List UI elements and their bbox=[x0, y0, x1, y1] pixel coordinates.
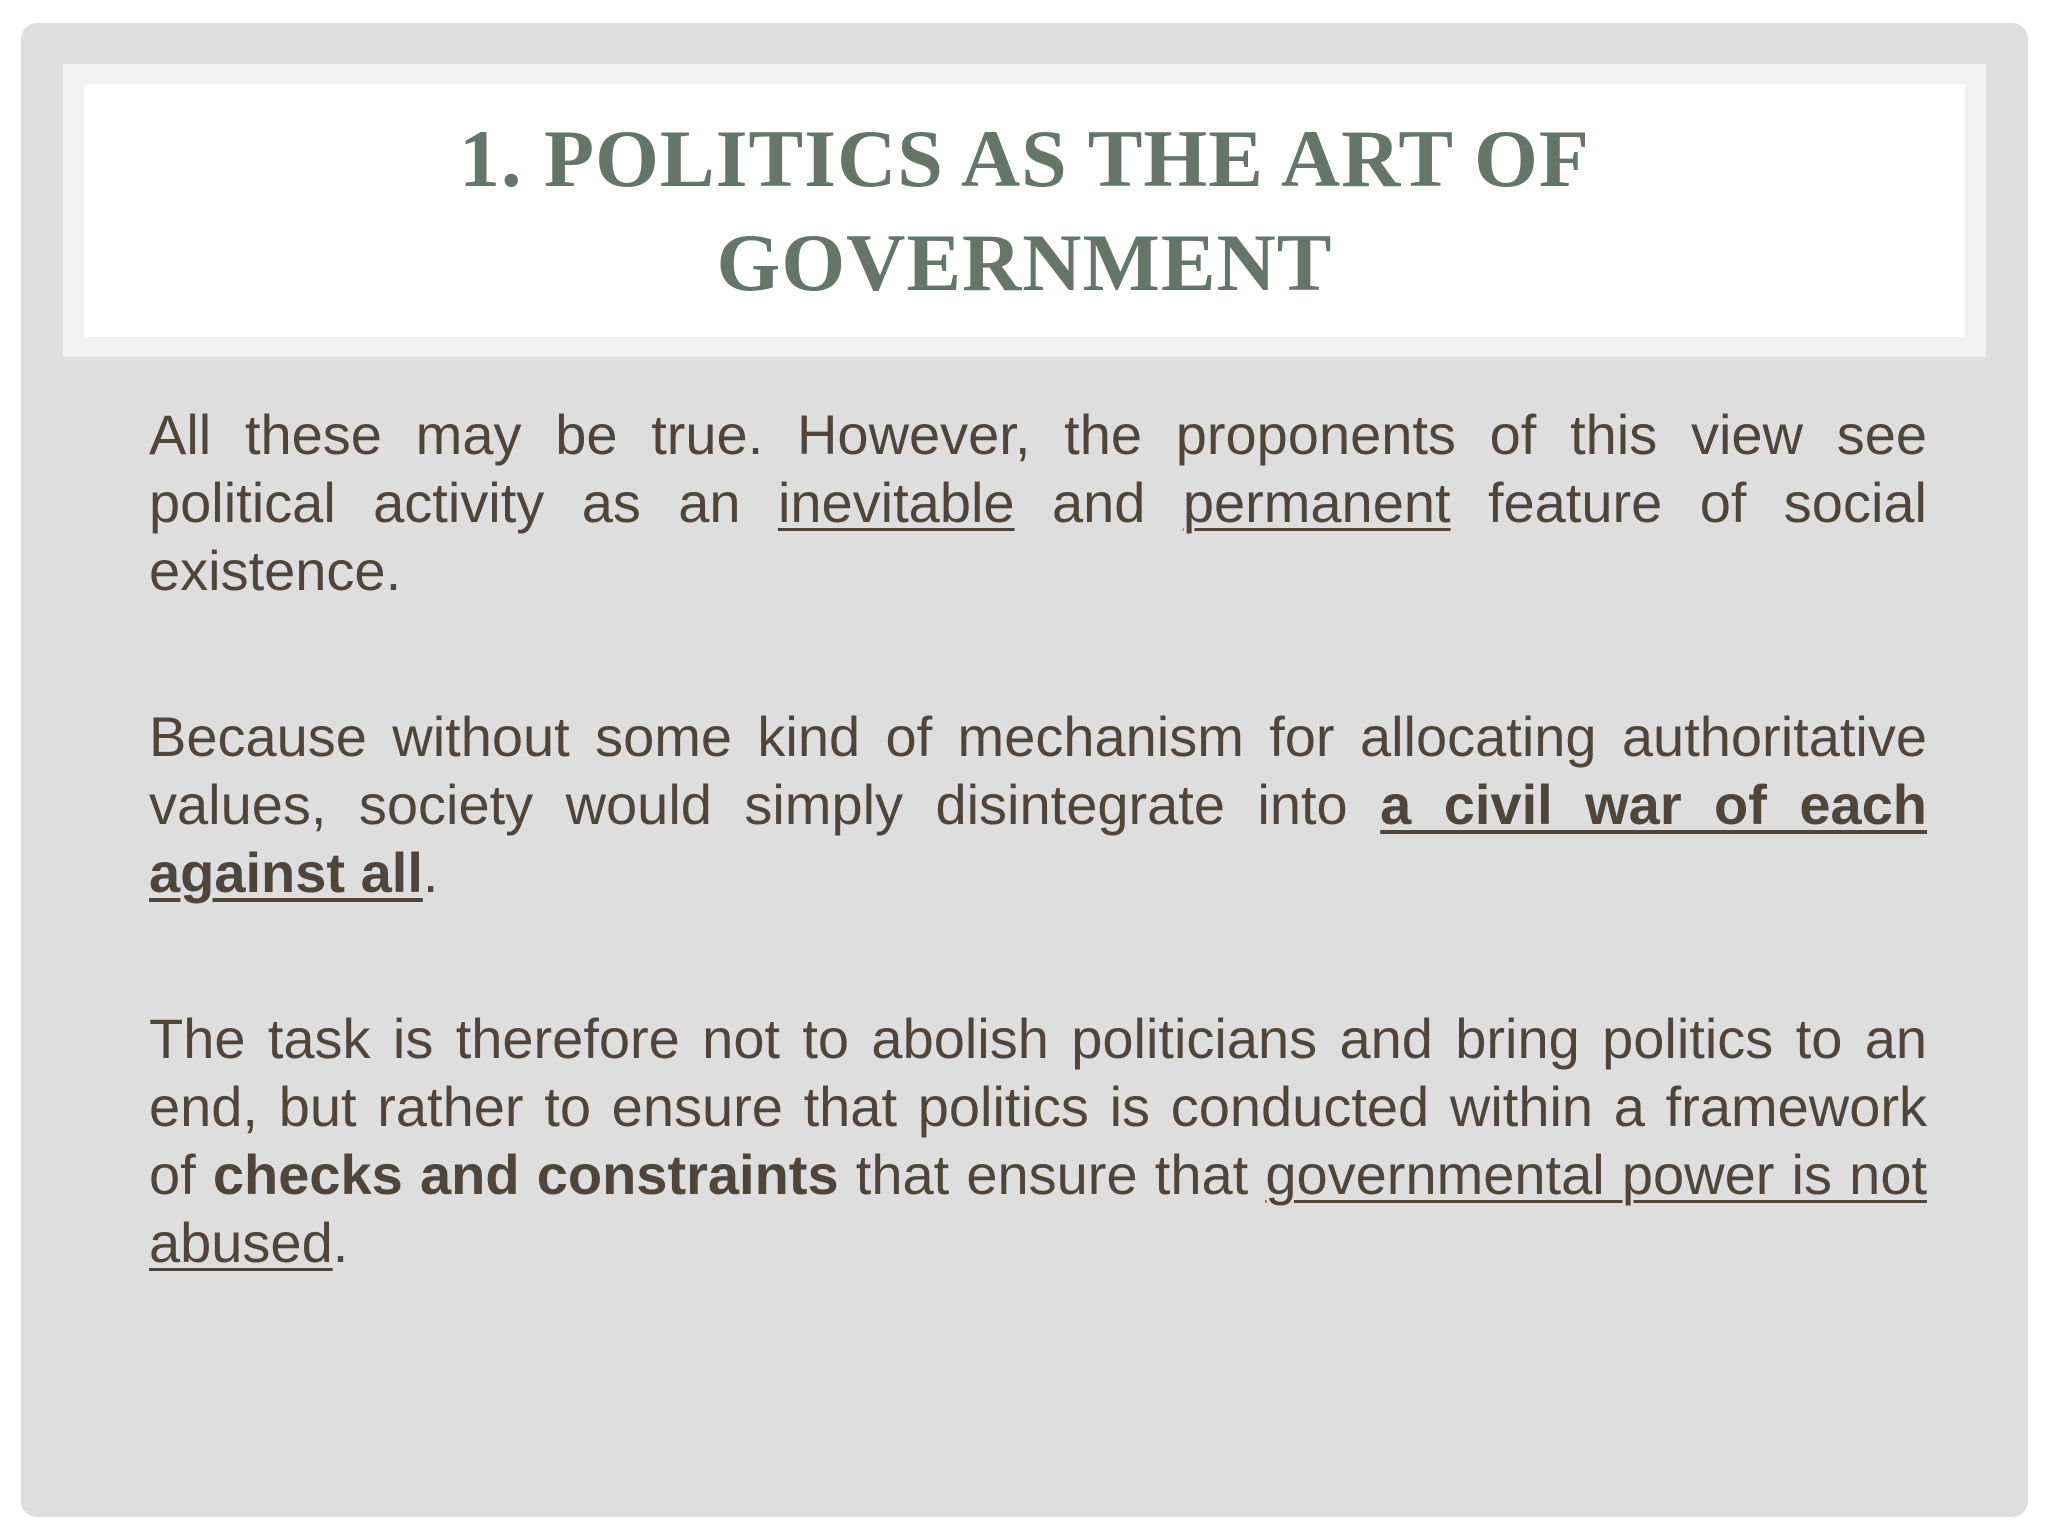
p2-text-2: . bbox=[422, 841, 439, 904]
p3-text-2: that ensure that bbox=[838, 1143, 1266, 1206]
p3-underline-governmental-power: governmental power is not abused bbox=[149, 1143, 1928, 1274]
slide-body bbox=[149, 401, 1927, 1375]
p1-underline-permanent: permanent bbox=[1182, 471, 1451, 534]
title-line-2: GOVERNMENT bbox=[716, 216, 1333, 308]
p3-text-3: . bbox=[332, 1211, 349, 1274]
p1-underline-inevitable: inevitable bbox=[777, 471, 1015, 534]
p1-text-2: and bbox=[1014, 471, 1183, 534]
slide-title bbox=[375, 107, 1675, 315]
title-frame bbox=[63, 64, 1986, 357]
title-box bbox=[84, 84, 1965, 337]
p2-bold-underline-civil-war: a civil war of each against all bbox=[149, 773, 1927, 904]
title-line-1: 1. POLITICS AS THE ART OF bbox=[459, 112, 1590, 204]
paragraph-3 bbox=[149, 1005, 1927, 1277]
p3-bold-checks-constraints: checks and constraints bbox=[212, 1143, 839, 1206]
p1-text-3: feature of social existence. bbox=[149, 471, 1927, 602]
slide bbox=[21, 23, 2028, 1517]
p3-text-1: The task is therefore not to abolish politicians and bring politics to an end, but rather to ensure that politics is conducted within a framework of bbox=[149, 1007, 1927, 1206]
p1-text-1: All these may be true. However, the proponents of this view see political activity as an bbox=[149, 403, 1927, 534]
p2-text-1: Because without some kind of mechanism for allocating authoritative values, society would simply disintegrate into bbox=[149, 705, 1927, 836]
paragraph-1 bbox=[149, 401, 1927, 605]
paragraph-2 bbox=[149, 703, 1927, 907]
